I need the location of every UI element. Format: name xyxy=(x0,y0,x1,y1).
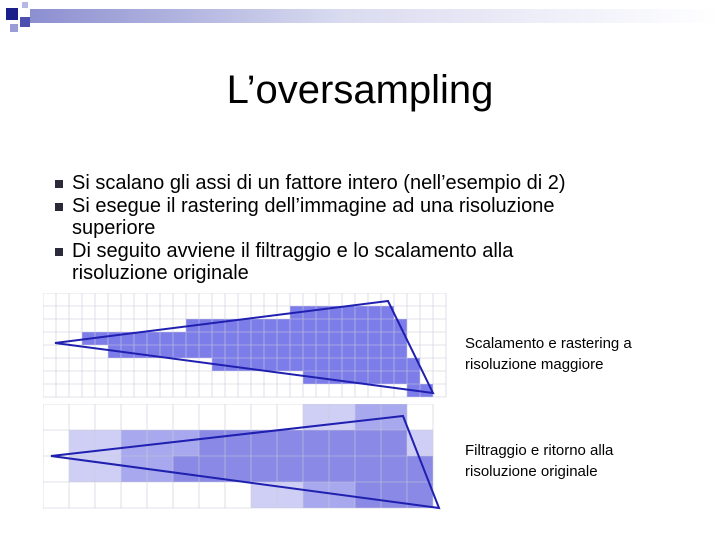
raster-pixel xyxy=(225,358,238,371)
raster-pixel xyxy=(173,332,186,345)
raster-pixel xyxy=(329,371,342,384)
raster-pixel xyxy=(355,404,381,430)
raster-pixel xyxy=(199,332,212,345)
raster-pixel xyxy=(316,358,329,371)
raster-pixel xyxy=(329,404,355,430)
bullet-list xyxy=(55,172,675,285)
caption-line: risoluzione maggiore xyxy=(465,356,604,373)
raster-pixel xyxy=(394,345,407,358)
raster-pixel xyxy=(381,456,407,482)
raster-pixel xyxy=(355,456,381,482)
bullet-line: superiore xyxy=(72,217,156,239)
square-bullet-icon xyxy=(55,203,63,211)
raster-pixel xyxy=(303,430,329,456)
raster-pixel xyxy=(186,332,199,345)
bullet-item xyxy=(55,172,675,194)
raster-pixel xyxy=(290,319,303,332)
raster-pixel xyxy=(316,332,329,345)
raster-pixel xyxy=(368,371,381,384)
oversampled-raster-figure xyxy=(43,293,455,399)
raster-pixel xyxy=(199,345,212,358)
raster-pixel xyxy=(147,332,160,345)
raster-pixel xyxy=(303,482,329,508)
raster-pixel xyxy=(95,456,121,482)
bullet-line: Si esegue il rastering dell’immagine ad una risoluzione xyxy=(72,195,555,217)
figure-caption xyxy=(465,440,705,482)
raster-pixel xyxy=(303,319,316,332)
raster-pixel xyxy=(342,358,355,371)
square-bullet-icon xyxy=(55,180,63,188)
raster-pixel xyxy=(329,332,342,345)
caption-line: Filtraggio e ritorno alla xyxy=(465,442,614,459)
raster-pixel xyxy=(355,332,368,345)
raster-pixel xyxy=(121,430,147,456)
raster-pixel xyxy=(199,430,225,456)
raster-pixel xyxy=(368,358,381,371)
raster-pixel xyxy=(290,332,303,345)
raster-pixel xyxy=(160,345,173,358)
caption-line: Scalamento e rastering a xyxy=(465,335,632,352)
raster-pixel xyxy=(355,430,381,456)
raster-pixel xyxy=(329,430,355,456)
raster-pixel xyxy=(303,456,329,482)
raster-pixel xyxy=(303,332,316,345)
raster-pixel xyxy=(225,345,238,358)
raster-pixel xyxy=(368,306,381,319)
raster-pixel xyxy=(95,430,121,456)
raster-pixel xyxy=(173,345,186,358)
filtered-raster-figure xyxy=(43,404,455,514)
raster-pixel xyxy=(290,345,303,358)
raster-pixel xyxy=(238,332,251,345)
raster-pixel xyxy=(394,358,407,371)
raster-pixel xyxy=(316,319,329,332)
raster-pixel xyxy=(342,332,355,345)
raster-pixel xyxy=(394,371,407,384)
raster-pixel xyxy=(212,345,225,358)
raster-pixel xyxy=(277,358,290,371)
raster-pixel xyxy=(225,332,238,345)
raster-pixel xyxy=(355,345,368,358)
raster-pixel xyxy=(368,319,381,332)
raster-pixel xyxy=(342,319,355,332)
raster-pixel xyxy=(225,456,251,482)
raster-pixel xyxy=(251,430,277,456)
raster-pixel xyxy=(290,358,303,371)
raster-pixel xyxy=(264,345,277,358)
bullet-line: Si scalano gli assi di un fattore intero (nell’esempio di 2) xyxy=(72,172,566,194)
raster-pixel xyxy=(160,332,173,345)
raster-pixel xyxy=(251,456,277,482)
raster-pixel xyxy=(264,332,277,345)
raster-pixel xyxy=(368,332,381,345)
raster-pixel xyxy=(173,456,199,482)
raster-pixel xyxy=(264,319,277,332)
raster-pixel xyxy=(264,358,277,371)
figure-caption xyxy=(465,333,705,375)
raster-pixel xyxy=(329,345,342,358)
raster-pixel xyxy=(277,319,290,332)
square-bullet-icon xyxy=(55,248,63,256)
bullet-line: risoluzione originale xyxy=(72,262,249,284)
raster-pixel xyxy=(381,332,394,345)
raster-pixel xyxy=(277,430,303,456)
raster-pixel xyxy=(303,345,316,358)
raster-pixel xyxy=(238,345,251,358)
caption-line: risoluzione originale xyxy=(465,463,598,480)
raster-pixel xyxy=(329,319,342,332)
raster-pixel xyxy=(342,345,355,358)
raster-pixels xyxy=(82,306,433,397)
raster-pixel xyxy=(355,482,381,508)
raster-pixel xyxy=(303,306,316,319)
raster-pixel xyxy=(251,319,264,332)
raster-pixel xyxy=(251,332,264,345)
raster-pixel xyxy=(329,456,355,482)
raster-pixel xyxy=(381,319,394,332)
slide-title: L’oversampling xyxy=(226,68,494,112)
raster-pixel xyxy=(277,345,290,358)
raster-pixel xyxy=(355,358,368,371)
raster-pixel xyxy=(277,332,290,345)
raster-pixel xyxy=(407,371,420,384)
raster-pixel xyxy=(342,306,355,319)
raster-pixel xyxy=(355,306,368,319)
raster-pixel xyxy=(368,345,381,358)
raster-pixel xyxy=(134,345,147,358)
raster-pixel xyxy=(381,371,394,384)
raster-pixel xyxy=(316,345,329,358)
raster-pixel xyxy=(251,345,264,358)
raster-pixel xyxy=(381,358,394,371)
header-decoration xyxy=(0,0,720,40)
raster-pixel xyxy=(355,319,368,332)
raster-pixel xyxy=(329,358,342,371)
bullet-item xyxy=(55,240,675,284)
raster-pixel xyxy=(303,358,316,371)
raster-pixel xyxy=(277,456,303,482)
raster-pixel xyxy=(186,345,199,358)
raster-pixel xyxy=(381,430,407,456)
raster-pixel xyxy=(238,319,251,332)
raster-pixel xyxy=(381,345,394,358)
raster-pixel xyxy=(134,332,147,345)
bullet-line: Di seguito avviene il filtraggio e lo scalamento alla xyxy=(72,240,514,262)
raster-pixel xyxy=(212,332,225,345)
bullet-item xyxy=(55,195,675,239)
raster-pixel xyxy=(173,430,199,456)
